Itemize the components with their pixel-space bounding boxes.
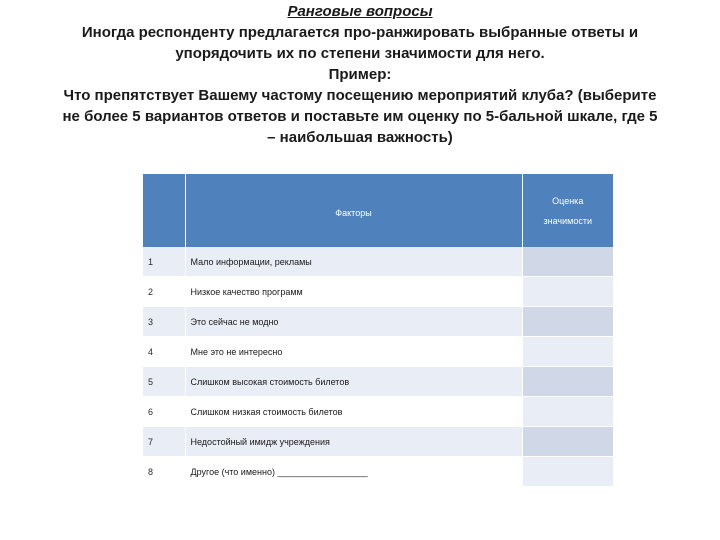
row-factor: Другое (что именно) __________________	[185, 457, 522, 487]
table-row	[143, 367, 613, 397]
question-line-1: Что препятствует Вашему частому посещению мероприятий клуба? (выберите	[63, 87, 657, 104]
row-number: 5	[143, 367, 185, 397]
row-number: 7	[143, 427, 185, 457]
row-number: 2	[143, 277, 185, 307]
header-score	[522, 174, 613, 247]
intro-line-3: Пример:	[328, 66, 392, 83]
table-row	[143, 307, 613, 337]
slide-title: Ранговые вопросы	[287, 3, 433, 20]
row-factor: Слишком низкая стоимость билетов	[185, 397, 522, 427]
table-row	[143, 397, 613, 427]
row-score-cell	[522, 457, 613, 487]
header-factors: Факторы	[185, 174, 522, 247]
row-number: 8	[143, 457, 185, 487]
row-factor: Низкое качество программ	[185, 277, 522, 307]
table-row	[143, 277, 613, 307]
table-row	[143, 247, 613, 277]
row-score-cell	[522, 337, 613, 367]
row-score-cell	[522, 277, 613, 307]
header-score-line-1: Оценка	[552, 195, 584, 206]
row-score-cell	[522, 367, 613, 397]
example-question	[30, 85, 690, 148]
row-score-cell	[522, 307, 613, 337]
row-number: 6	[143, 397, 185, 427]
intro-line-2: упорядочить их по степени значимости для него.	[175, 45, 545, 62]
table-row	[143, 337, 613, 367]
row-number: 3	[143, 307, 185, 337]
question-line-3: – наибольшая важность)	[267, 129, 453, 146]
row-factor: Слишком высокая стоимость билетов	[185, 367, 522, 397]
header-number	[143, 174, 185, 247]
row-score-cell	[522, 427, 613, 457]
row-number: 4	[143, 337, 185, 367]
intro-text	[40, 22, 680, 85]
row-factor: Недостойный имидж учреждения	[185, 427, 522, 457]
table-header-row	[143, 174, 613, 247]
row-score-cell	[522, 247, 613, 277]
row-factor: Мне это не интересно	[185, 337, 522, 367]
question-line-2: не более 5 вариантов ответов и поставьте им оценку по 5-бальной шкале, где 5	[62, 108, 658, 125]
row-factor: Мало информации, рекламы	[185, 247, 522, 277]
ranking-table	[143, 174, 613, 487]
table-row	[143, 427, 613, 457]
header-score-line-2: значимости	[543, 215, 592, 226]
row-score-cell	[522, 397, 613, 427]
intro-line-1: Иногда респонденту предлагается про-ранжировать выбранные ответы и	[81, 24, 639, 41]
row-number: 1	[143, 247, 185, 277]
table-row	[143, 457, 613, 487]
row-factor: Это сейчас не модно	[185, 307, 522, 337]
